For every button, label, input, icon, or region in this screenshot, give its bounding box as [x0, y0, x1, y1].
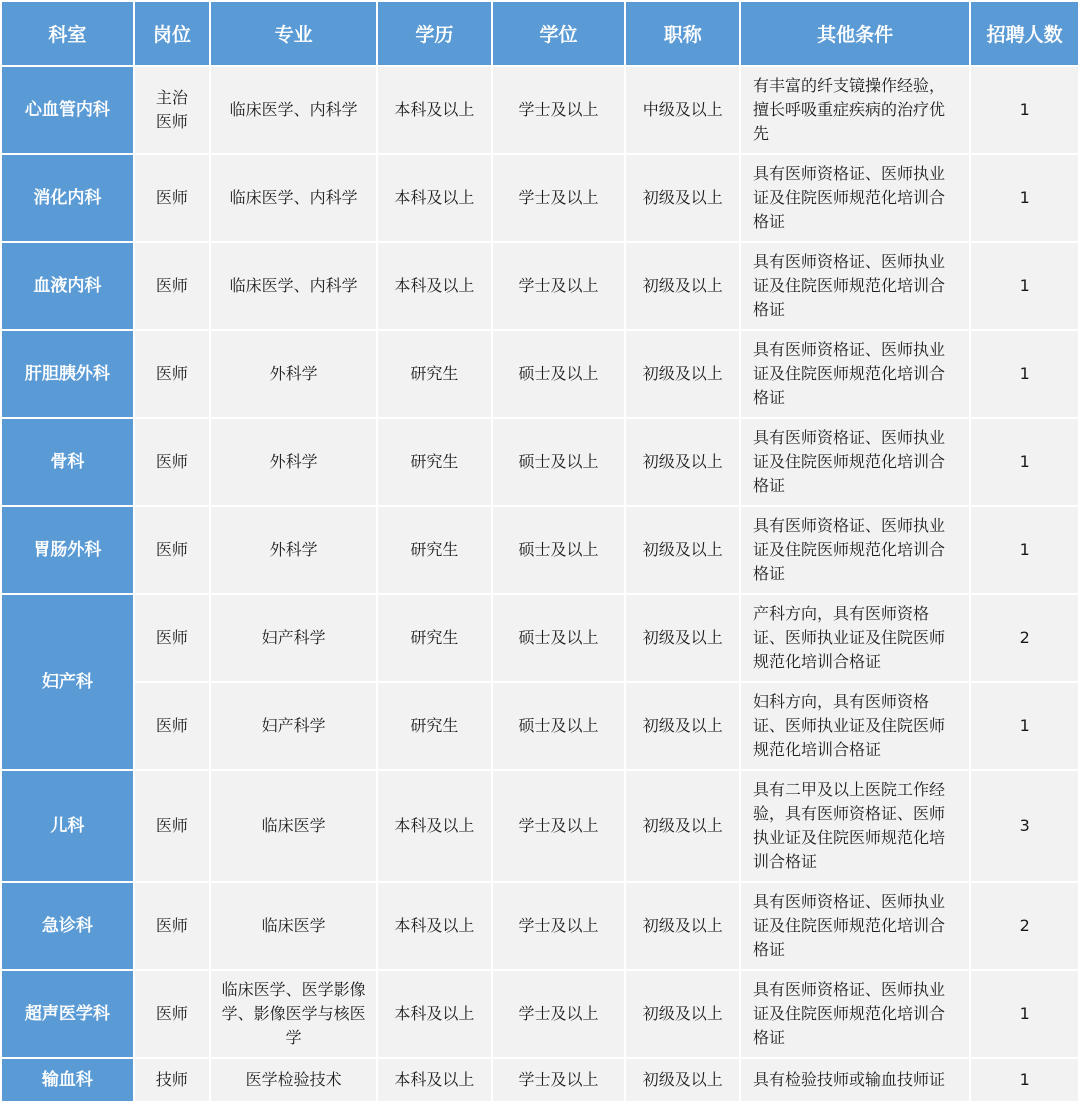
position-cell: 技师: [135, 1059, 209, 1101]
position-cell: 医师: [135, 595, 209, 681]
major-cell: 妇产科学: [211, 595, 376, 681]
title-cell: 初级及以上: [626, 971, 739, 1057]
count-cell: 1: [971, 1059, 1078, 1101]
header-degree: 学位: [493, 2, 625, 65]
degree-cell: 硕士及以上: [493, 595, 625, 681]
table-row: [2, 243, 1078, 329]
major-cell: 临床医学、内科学: [211, 155, 376, 241]
degree-cell: 硕士及以上: [493, 331, 625, 417]
header-major: 专业: [211, 2, 376, 65]
table-row: [2, 419, 1078, 505]
position-cell: 医师: [135, 243, 209, 329]
title-cell: 初级及以上: [626, 1059, 739, 1101]
major-cell: 临床医学: [211, 771, 376, 881]
degree-cell: 学士及以上: [493, 243, 625, 329]
degree-cell: 硕士及以上: [493, 419, 625, 505]
dept-cell: 胃肠外科: [2, 507, 133, 593]
dept-cell: 妇产科: [2, 595, 133, 769]
degree-cell: 学士及以上: [493, 1059, 625, 1101]
conditions-cell: 具有检验技师或输血技师证: [741, 1059, 969, 1101]
education-cell: 研究生: [378, 331, 491, 417]
position-cell: 医师: [135, 419, 209, 505]
title-cell: 初级及以上: [626, 507, 739, 593]
header-conditions: 其他条件: [741, 2, 969, 65]
title-cell: 初级及以上: [626, 683, 739, 769]
table-row: [2, 1059, 1078, 1101]
major-cell: 妇产科学: [211, 683, 376, 769]
dept-cell: 心血管内科: [2, 67, 133, 153]
position-cell: [135, 67, 209, 153]
title-cell: 初级及以上: [626, 155, 739, 241]
conditions-cell: 具有二甲及以上医院工作经验，具有医师资格证、医师执业证及住院医师规范化培训合格证: [741, 771, 969, 881]
education-cell: 本科及以上: [378, 971, 491, 1057]
position-cell: 医师: [135, 507, 209, 593]
count-cell: 1: [971, 971, 1078, 1057]
conditions-cell: 具有医师资格证、医师执业证及住院医师规范化培训合格证: [741, 507, 969, 593]
major-cell: 临床医学、医学影像学、影像医学与核医学: [211, 971, 376, 1057]
count-cell: 1: [971, 67, 1078, 153]
table-row: [2, 155, 1078, 241]
dept-cell: 急诊科: [2, 883, 133, 969]
title-cell: 初级及以上: [626, 331, 739, 417]
table-row: [2, 971, 1078, 1057]
education-cell: 研究生: [378, 595, 491, 681]
major-cell: 临床医学、内科学: [211, 67, 376, 153]
education-cell: 本科及以上: [378, 771, 491, 881]
degree-cell: 学士及以上: [493, 971, 625, 1057]
table-row: [2, 507, 1078, 593]
degree-cell: 学士及以上: [493, 883, 625, 969]
conditions-cell: 产科方向，具有医师资格证、医师执业证及住院医师规范化培训合格证: [741, 595, 969, 681]
education-cell: 研究生: [378, 419, 491, 505]
major-cell: 临床医学、内科学: [211, 243, 376, 329]
major-cell: 医学检验技术: [211, 1059, 376, 1101]
position-cell: 医师: [135, 155, 209, 241]
conditions-cell: 具有医师资格证、医师执业证及住院医师规范化培训合格证: [741, 971, 969, 1057]
education-cell: 研究生: [378, 683, 491, 769]
table-row: [2, 883, 1078, 969]
table-row: [2, 683, 1078, 769]
dept-cell: 超声医学科: [2, 971, 133, 1057]
degree-cell: 学士及以上: [493, 155, 625, 241]
education-cell: 本科及以上: [378, 883, 491, 969]
count-cell: 2: [971, 595, 1078, 681]
count-cell: 3: [971, 771, 1078, 881]
title-cell: 初级及以上: [626, 243, 739, 329]
dept-cell: 儿科: [2, 771, 133, 881]
count-cell: 1: [971, 155, 1078, 241]
position-cell: 医师: [135, 683, 209, 769]
dept-cell: 血液内科: [2, 243, 133, 329]
dept-cell: 肝胆胰外科: [2, 331, 133, 417]
conditions-cell: 具有医师资格证、医师执业证及住院医师规范化培训合格证: [741, 419, 969, 505]
conditions-cell: 具有医师资格证、医师执业证及住院医师规范化培训合格证: [741, 155, 969, 241]
count-cell: 1: [971, 243, 1078, 329]
count-cell: 1: [971, 419, 1078, 505]
position-cell: 医师: [135, 771, 209, 881]
major-cell: 外科学: [211, 507, 376, 593]
education-cell: 本科及以上: [378, 243, 491, 329]
title-cell: 初级及以上: [626, 595, 739, 681]
title-cell: 初级及以上: [626, 419, 739, 505]
major-cell: 外科学: [211, 419, 376, 505]
count-cell: 1: [971, 507, 1078, 593]
dept-cell: 输血科: [2, 1059, 133, 1101]
major-cell: 临床医学: [211, 883, 376, 969]
degree-cell: 硕士及以上: [493, 507, 625, 593]
table-row: [2, 595, 1078, 681]
conditions-cell: 具有医师资格证、医师执业证及住院医师规范化培训合格证: [741, 883, 969, 969]
education-cell: 本科及以上: [378, 1059, 491, 1101]
position-cell: 医师: [135, 883, 209, 969]
position-cell: 医师: [135, 331, 209, 417]
header-row: [2, 2, 1078, 65]
count-cell: 1: [971, 683, 1078, 769]
conditions-cell: 妇科方向，具有医师资格证、医师执业证及住院医师规范化培训合格证: [741, 683, 969, 769]
degree-cell: 学士及以上: [493, 67, 625, 153]
header-title: 职称: [626, 2, 739, 65]
dept-cell: 消化内科: [2, 155, 133, 241]
dept-cell: 骨科: [2, 419, 133, 505]
education-cell: 本科及以上: [378, 67, 491, 153]
header-count: 招聘人数: [971, 2, 1078, 65]
major-cell: 外科学: [211, 331, 376, 417]
degree-cell: 学士及以上: [493, 771, 625, 881]
education-cell: 本科及以上: [378, 155, 491, 241]
position-cell: 医师: [135, 971, 209, 1057]
title-cell: 初级及以上: [626, 883, 739, 969]
education-cell: 研究生: [378, 507, 491, 593]
degree-cell: 硕士及以上: [493, 683, 625, 769]
header-dept: 科室: [2, 2, 133, 65]
table-row: [2, 331, 1078, 417]
conditions-cell: 有丰富的纤支镜操作经验，擅长呼吸重症疾病的治疗优先: [741, 67, 969, 153]
conditions-cell: 具有医师资格证、医师执业证及住院医师规范化培训合格证: [741, 243, 969, 329]
count-cell: 1: [971, 331, 1078, 417]
conditions-cell: 具有医师资格证、医师执业证及住院医师规范化培训合格证: [741, 331, 969, 417]
position-text: 主治医师: [155, 88, 188, 131]
title-cell: 初级及以上: [626, 771, 739, 881]
title-cell: 中级及以上: [626, 67, 739, 153]
table-row: [2, 771, 1078, 881]
header-education: 学历: [378, 2, 491, 65]
header-position: 岗位: [135, 2, 209, 65]
count-cell: 2: [971, 883, 1078, 969]
table-row: [2, 67, 1078, 153]
